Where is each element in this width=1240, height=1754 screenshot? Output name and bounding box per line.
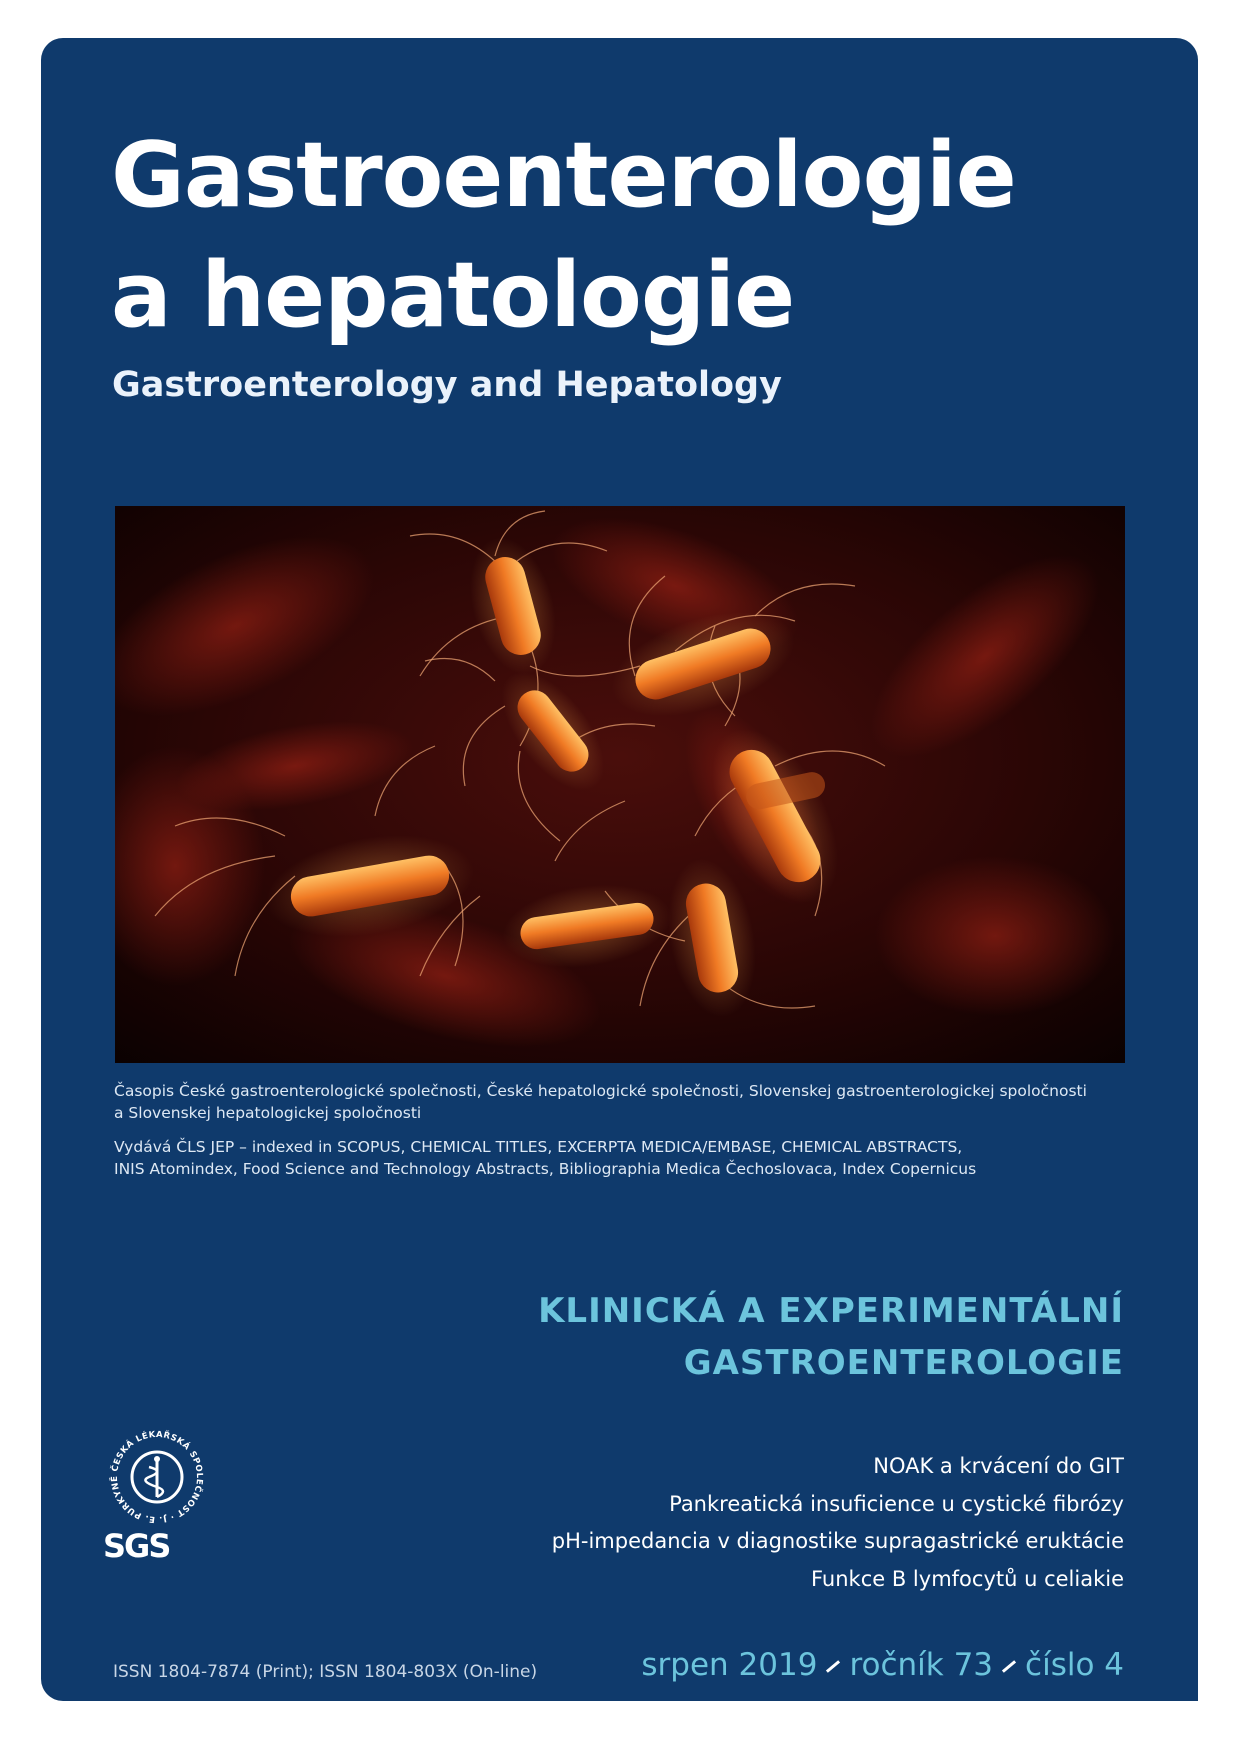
section-line1: KLINICKÁ A EXPERIMENTÁLNÍ	[538, 1291, 1124, 1331]
society-description	[114, 1080, 1134, 1124]
indexing-line1: Vydává ČLS JEP – indexed in SCOPUS, CHEMICAL TITLES, EXCERPTA MEDICA/EMBASE, CHEMICAL ABSTRACTS,	[114, 1138, 963, 1156]
issue-volume: ročník 73	[849, 1647, 994, 1683]
issue-month-year: srpen 2019	[641, 1647, 818, 1683]
topic-item: Funkce B lymfocytů u celiakie	[811, 1566, 1124, 1591]
cover-photo-bacteria	[115, 506, 1125, 1063]
separator-slash-icon	[1002, 1660, 1016, 1673]
topic-item: Pankreatická insuficience u cystické fibrózy	[669, 1491, 1124, 1516]
journal-cover	[41, 38, 1198, 1701]
journal-title-line1: Gastroenterologie	[111, 123, 1016, 228]
journal-title-line2: a hepatologie	[111, 243, 795, 348]
society-line2: a Slovenskej hepatologickej spoločnosti	[114, 1104, 422, 1122]
cls-jep-logo	[103, 1423, 211, 1535]
issue-info	[641, 1643, 1124, 1687]
society-line1: Časopis České gastroenterologické společnosti, České hepatologické společnosti, Slovenskej gastroenterologickej spoločnosti	[114, 1082, 1087, 1100]
sgs-logo-text: SGS	[103, 1527, 170, 1565]
topic-item: pH-impedancia v diagnostike supragastrické eruktácie	[551, 1529, 1124, 1553]
journal-title	[111, 116, 1016, 356]
indexing-line2: INIS Atomindex, Food Science and Technology Abstracts, Bibliographia Medica Čechoslovaca, Index Copernicus	[114, 1160, 977, 1178]
section-heading	[538, 1285, 1124, 1389]
cls-logo-ring-text: ČESKÁ LÉKAŘSKÁ SPOLEČNOST · J. E. PURKYNĚ	[109, 1429, 205, 1525]
issn-info: ISSN 1804-7874 (Print); ISSN 1804-803X (On-line)	[113, 1662, 538, 1682]
sgs-logo	[101, 1523, 185, 1571]
journal-subtitle: Gastroenterology and Hepatology	[112, 365, 782, 405]
topic-item: NOAK a krvácení do GIT	[873, 1454, 1124, 1478]
separator-slash-icon	[826, 1660, 840, 1673]
topics-list	[552, 1448, 1124, 1598]
indexing-description	[114, 1136, 1134, 1180]
issue-number: číslo 4	[1025, 1647, 1124, 1683]
section-line2: GASTROENTEROLOGIE	[683, 1343, 1124, 1383]
